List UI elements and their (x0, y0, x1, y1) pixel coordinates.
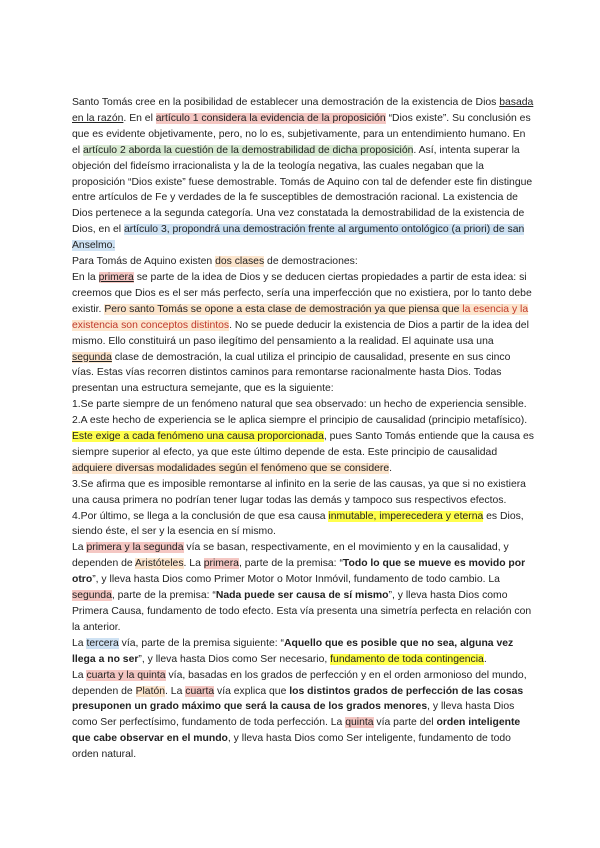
paragraph (72, 95, 534, 254)
highlighted-text: la esencia y la existencia son conceptos distintos (72, 303, 529, 331)
highlighted-text: segunda (72, 351, 112, 363)
highlighted-text: quinta (345, 717, 374, 729)
paragraph (72, 636, 534, 668)
text-run: ”, y lleva hasta Dios como Ser necesario, (138, 653, 331, 665)
text-run: , parte de la premisa: “ (238, 558, 343, 570)
text-run: clase de demostración, la cual utiliza el principio de causalidad, presente en sus cinco vías. Estas vías recorren distintos caminos para remontarse racionalmente hasta Dios. Todas presentan una estructura semejante, que es la siguiente: (72, 351, 511, 395)
text-run: basada en la razón (72, 97, 534, 124)
highlighted-text: Aristóteles (135, 558, 184, 570)
paragraph (72, 254, 534, 270)
text-run: , parte de la premisa: “ (111, 590, 216, 602)
paragraph (72, 413, 534, 477)
highlighted-text: artículo 2 (82, 144, 126, 156)
highlighted-text: artículo 3, propondrá una demostración frente al argumento ontológico (a priori) de san Anselmo. (72, 224, 525, 252)
text-run: . No se puede deducir la existencia de Dios a partir de la idea del mismo. Ello constituirá un paso ilegítimo del pensamiento a la realidad. El aquinate usa una (72, 319, 529, 347)
highlighted-text: adquiere diversas modalidades según el fenómeno que se considere (72, 462, 390, 474)
highlighted-text: dos clases (215, 256, 265, 268)
text-run: 1.Se parte siempre de un fenómeno natural que sea observado: un hecho de experiencia sensible. (72, 399, 527, 411)
text-run: Santo Tomás cree en la posibilidad de establecer una demostración de la existencia de Dios (72, 97, 500, 108)
text-run: es Dios, siendo éste, el ser y la esencia en sí mismo. (72, 510, 524, 538)
text-run: vía parte del (373, 717, 437, 729)
text-run: vía explica que (214, 685, 290, 697)
text-run: vía, basadas en los grados de perfección y en el orden armonioso del mundo, dependen de (72, 669, 527, 697)
highlighted-text: Platón (135, 685, 166, 697)
paragraph (72, 270, 534, 397)
text-run: 2.A este hecho de experiencia se le aplica siempre el principio de causalidad (principio metafísico). (72, 415, 528, 427)
text-run: . Así, intenta superar la objeción del fideísmo irracionalista y la de la teología negativa, las cuales negaban que la proposición “Dios existe” fuese demostrable. Tomás de Aquino con tal de defender este fin distingue entre artículos de Fe y verdades de la fe susceptibles de demostración racional. La existencia de Dios pertenece a la segunda categoría. Una vez constatada la demostrabilidad de la existencia de Dios, en el (72, 144, 533, 236)
text-run: La (72, 637, 87, 649)
highlighted-text: inmutable, imperecedera y eterna (328, 510, 484, 522)
text-run: . La (165, 685, 186, 697)
bold-text: Nada puede ser causa de sí mismo (215, 590, 389, 602)
paragraph (72, 668, 534, 763)
highlighted-text: cuarta (185, 685, 215, 697)
highlighted-text: primera y la segunda (86, 542, 184, 554)
paragraph (72, 397, 534, 413)
highlighted-text: tercera (86, 637, 119, 649)
text-run: 4.Por último, se llega a la conclusión de que esa causa (72, 510, 329, 522)
paragraph (72, 477, 534, 509)
highlighted-text: Pero santo Tomás se opone a esta clase de demostración ya que piensa que (104, 303, 463, 315)
text-run: , y lleva hasta Dios como Ser inteligente, fundamento de todo orden natural. (72, 733, 511, 761)
text-run: ”, y lleva hasta Dios como Primera Causa, fundamento de todo efecto. Esta vía presenta una simetría perfecta en relación con la anterior. (72, 590, 532, 633)
text-run: , pues Santo Tomás entiende que la causa es siempre superior al efecto, ya que este último depende de esta. Este principio de causalidad (72, 431, 534, 458)
paragraph (72, 540, 534, 635)
text-run: vía se basan, respectivamente, en el movimiento y en la causalidad, y dependen de (72, 542, 509, 570)
highlighted-text: cuarta y la quinta (86, 669, 166, 681)
text-run: En la (72, 271, 99, 283)
text-run: ”, y lleva hasta Dios como Primer Motor o Motor Inmóvil, fundamento de todo cambio. La (92, 574, 500, 586)
text-run: Para Tomás de Aquino existen (72, 256, 216, 268)
bold-text: Todo lo que se mueve es movido por otro (72, 558, 526, 586)
text-run: . (483, 653, 487, 665)
highlighted-text: primera (98, 271, 134, 283)
paragraph (72, 509, 534, 541)
text-run: . En el (123, 112, 156, 124)
bold-text: los distintos grados de perfección de las cosas presuponen un grado máximo que será la causa de los grados menores (72, 685, 524, 713)
text-run: La (72, 669, 87, 681)
highlighted-text: fundamento de toda contingencia (330, 653, 484, 665)
highlighted-text: primera (203, 558, 239, 570)
text-run: 3.Se afirma que es imposible remontarse al infinito en la serie de las causas, ya que si no existiera una causa primera no podrían tener lugar todas las demás y tampoco sus respectivos efectos. (72, 478, 526, 506)
highlighted-text: artículo 1 (155, 112, 199, 124)
text-run: . La (183, 558, 204, 570)
text-run: “Dios existe”. Su conclusión es que es evidente objetivamente, pero, no lo es, subjetivamente, para un entendimiento humano. En el (72, 112, 531, 156)
text-run: . (389, 462, 393, 474)
text-run: de demostraciones: (264, 256, 358, 268)
highlighted-text: considera la evidencia de la proposición (198, 112, 386, 124)
highlighted-text: aborda la cuestión de la demostrabilidad de dicha proposición (125, 144, 414, 156)
text-run: vía, parte de la premisa siguiente: “ (118, 637, 284, 649)
text-run: se parte de la idea de Dios y se deducen ciertas propiedades a partir de esta idea: si creemos que Dios es el ser más perfecto, sería una imperfección que no existiera, por lo tanto debe existir. (72, 271, 532, 315)
text-run: , y lleva hasta Dios como Ser perfectísimo, fundamento de toda perfección. La (72, 701, 515, 729)
highlighted-text: segunda (72, 590, 112, 602)
bold-text: Aquello que es posible que no sea, alguna vez llega a no ser (72, 637, 514, 665)
bold-text: orden inteligente que cabe observar en el mundo (72, 717, 521, 745)
highlighted-text: Este exige a cada fenómeno una causa proporcionada (72, 431, 324, 443)
text-run: La (72, 542, 87, 554)
document-page (72, 95, 534, 763)
